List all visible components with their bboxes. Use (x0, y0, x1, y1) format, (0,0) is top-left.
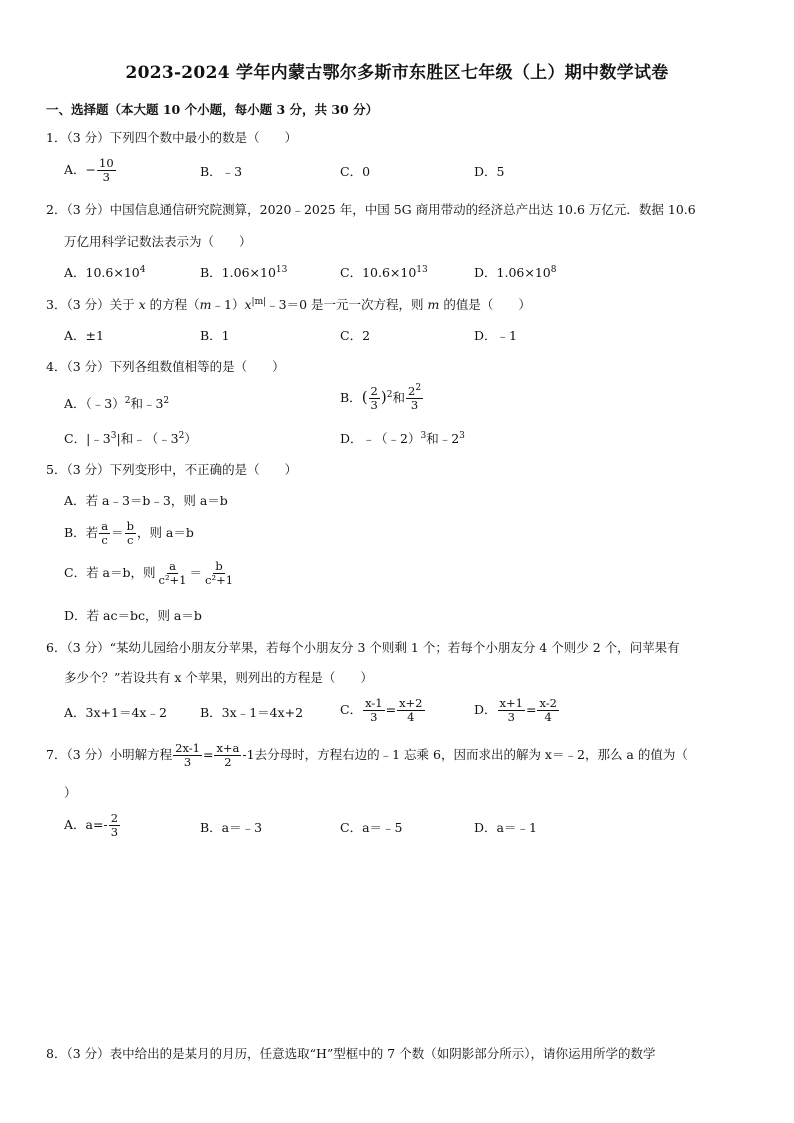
question-6-option-a: A．3x+1＝4x﹣2 (64, 705, 167, 720)
option-text: C．10.6×10 (340, 265, 417, 280)
exponent: 2 (124, 395, 131, 406)
fraction (214, 742, 241, 769)
question-2-line-1: 2．（3 分）中国信息通信研究院测算，2020﹣2025 年，中国 5G 商用带动的经济总产出达 10.6 万亿元．数据 10.6 (46, 202, 696, 217)
question-4-option-b (340, 385, 424, 412)
option-label: B．若 (64, 525, 99, 540)
equals-sign: ＝ (189, 565, 203, 580)
option-text: D．﹣（﹣2） (340, 431, 421, 446)
denominator: 4 (544, 710, 552, 724)
denominator: 2 (224, 755, 232, 769)
stem-text: 7．（3 分）小明解方程 (46, 747, 173, 762)
denominator: c (101, 533, 108, 547)
denominator: 3 (410, 398, 419, 412)
numerator-base: 2 (407, 384, 416, 398)
numerator: a (169, 559, 176, 573)
minus-sign: − (85, 162, 97, 177)
denominator: 3 (183, 755, 192, 769)
question-5-option-c (64, 560, 236, 587)
question-1-option-a (64, 157, 117, 184)
question-1-option-b: B．﹣3 (200, 164, 243, 179)
option-text: a=- (85, 817, 108, 832)
option-text: ，则 a＝b (136, 525, 194, 540)
option-text: |和﹣（﹣3 (116, 431, 179, 446)
fraction (397, 697, 424, 724)
option-label: B． (340, 390, 362, 405)
question-8-line-1: 8．（3 分）表中给出的是某月的月历，任意选取“H”型框中的 7 个数（如阴影部分所示），请你运用所学的数学 (46, 1046, 656, 1061)
question-2-option-c (340, 264, 428, 282)
equals-sign: ＝ (111, 525, 124, 540)
question-7-option-c: C．a＝﹣5 (340, 820, 403, 835)
stem-text: 3．（3 分）关于 (46, 297, 139, 312)
fraction (537, 697, 559, 724)
denominator: 3 (370, 710, 378, 724)
question-1-option-c: C．0 (340, 164, 371, 179)
question-7-stem (46, 742, 688, 769)
denominator: 3 (507, 710, 515, 724)
question-1-stem: 1．（3 分）下列四个数中最小的数是（ ） (46, 130, 298, 145)
option-label: D． (474, 702, 497, 717)
stem-text: ﹣1） (211, 297, 245, 312)
exponent: 2 (178, 430, 185, 441)
variable: m (199, 297, 212, 312)
fraction (369, 385, 380, 412)
exponent: 2 (163, 395, 170, 406)
question-7-option-d: D．a＝﹣1 (474, 820, 537, 835)
numerator: b (126, 519, 134, 533)
numerator: x+2 (399, 696, 423, 710)
denominator: 3 (102, 170, 110, 184)
fraction (97, 157, 116, 184)
question-4-stem: 4．（3 分）下列各组数值相等的是（ ） (46, 359, 285, 374)
option-text: D．1.06×10 (474, 265, 551, 280)
exponent: 13 (275, 264, 288, 275)
denominator: c²+1 (158, 573, 187, 587)
fraction (157, 560, 189, 587)
question-4-option-c (64, 430, 197, 448)
numerator: 10 (99, 156, 114, 170)
fraction (498, 697, 525, 724)
option-label: C． (340, 702, 363, 717)
question-5-option-b (64, 520, 194, 547)
question-3-option-a: A．±1 (64, 328, 104, 343)
numerator: 2 (370, 384, 378, 398)
denominator: 3 (110, 825, 119, 839)
option-text: 和﹣2 (426, 431, 460, 446)
question-5-stem: 5．（3 分）下列变形中，不正确的是（ ） (46, 462, 298, 477)
question-3-option-c: C．2 (340, 328, 371, 343)
question-4-option-a (64, 395, 169, 413)
numerator: x-2 (539, 696, 557, 710)
question-2-option-a (64, 264, 145, 282)
option-text: A．10.6×10 (64, 265, 140, 280)
variable: x (244, 297, 252, 312)
exponent: 2 (415, 383, 422, 394)
numerator: 2 (110, 811, 119, 825)
equals-sign: = (525, 702, 537, 717)
question-3-stem (46, 296, 531, 314)
option-label: C．若 a＝b，则 (64, 565, 156, 580)
question-5-option-a: A．若 a﹣3＝b﹣3，则 a＝b (64, 493, 228, 508)
denominator: c²+1 (205, 573, 234, 587)
fraction (203, 560, 235, 587)
numerator: b (215, 559, 223, 573)
fraction (109, 812, 120, 839)
exam-title: 2023-2024 学年内蒙古鄂尔多斯市东胜区七年级（上）期中数学试卷 (125, 63, 669, 83)
option-text: A．（﹣3） (64, 396, 125, 411)
fraction (363, 697, 385, 724)
question-6-option-c (340, 697, 426, 724)
stem-text: -1 (242, 747, 255, 762)
denominator: c (127, 533, 134, 547)
question-2-line-2: 万亿用科学记数法表示为（ ） (64, 234, 252, 249)
numerator: a (101, 519, 109, 533)
question-2-option-b (200, 264, 287, 282)
variable: x (138, 297, 146, 312)
denominator: 3 (370, 398, 378, 412)
option-label: A． (64, 162, 86, 177)
equals-sign: = (385, 702, 397, 717)
option-text: 和﹣3 (130, 396, 164, 411)
question-7-line-2: ） (64, 785, 77, 800)
stem-text: 去分母时，方程右边的﹣1 忘乘 6，因而求出的解为 x＝﹣2，那么 a 的值为（ (254, 747, 688, 762)
close-paren: ) (380, 388, 387, 406)
question-4-option-d (340, 430, 465, 448)
exponent: 4 (139, 264, 146, 275)
exponent: 2 (386, 389, 393, 400)
variable: m (427, 297, 440, 312)
question-3-option-b: B．1 (200, 328, 230, 343)
equals-sign: = (202, 747, 214, 762)
exponent: 8 (550, 264, 557, 275)
numerator: x+a (216, 741, 240, 755)
option-text: B．1.06×10 (200, 265, 276, 280)
denominator: 4 (407, 710, 415, 724)
question-6-line-1: 6．（3 分）“某幼儿园给小朋友分苹果，若每个小朋友分 3 个则剩 1 个；若每个小朋友分 4 个则少 2 个，问苹果有 (46, 640, 680, 655)
question-7-option-a (64, 812, 121, 839)
exponent: 3 (110, 430, 117, 441)
exponent: |m| (251, 296, 267, 307)
fraction (99, 520, 110, 547)
fraction (125, 520, 136, 547)
question-2-option-d (474, 264, 556, 282)
numerator: 2x-1 (175, 741, 200, 755)
option-text: 和 (392, 390, 405, 405)
stem-text: ﹣3＝0 是一元一次方程，则 (266, 297, 428, 312)
exponent: 13 (416, 264, 428, 275)
option-label: A． (64, 817, 86, 832)
option-text: ） (184, 431, 197, 446)
fraction (173, 742, 202, 769)
stem-text: 的方程（ (145, 297, 200, 312)
question-6-option-b: B．3x﹣1＝4x+2 (200, 705, 304, 720)
section-heading: 一、选择题（本大题 10 个小题，每小题 3 分，共 30 分） (46, 102, 379, 117)
option-text: C．|﹣3 (64, 431, 111, 446)
question-7-option-b: B．a＝﹣3 (200, 820, 263, 835)
numerator: x-1 (365, 696, 383, 710)
question-6-line-2: 多少个？”若设共有 x 个苹果，则列出的方程是（ ） (64, 670, 373, 685)
fraction (406, 385, 423, 412)
question-6-option-d (474, 697, 560, 724)
numerator (406, 385, 423, 399)
question-3-option-d: D．﹣1 (474, 328, 517, 343)
question-5-option-d: D．若 ac＝bc，则 a＝b (64, 608, 202, 623)
open-paren: ( (361, 388, 368, 406)
exponent: 3 (459, 430, 465, 441)
numerator: x+1 (499, 696, 523, 710)
stem-text: 的值是（ ） (439, 297, 531, 312)
question-1-option-d: D．5 (474, 164, 505, 179)
exponent: 3 (420, 430, 427, 441)
